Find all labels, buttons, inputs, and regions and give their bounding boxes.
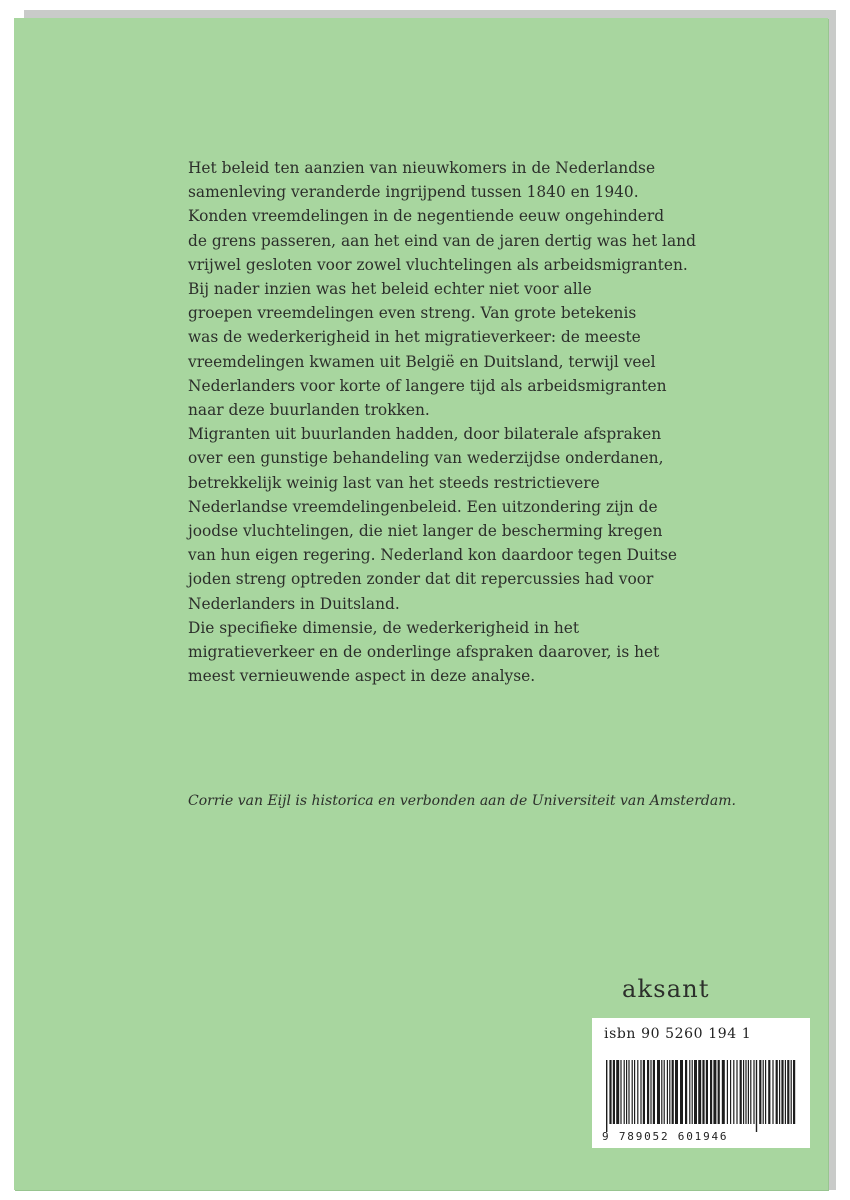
barcode-bar — [609, 1060, 611, 1124]
barcode-bar — [756, 1060, 757, 1132]
barcode-bar — [765, 1060, 766, 1124]
blurb-line: Nederlandse vreemdelingenbeleid. Een uitzondering zijn de — [188, 497, 658, 516]
barcode-bar — [643, 1060, 645, 1124]
blurb-line: de grens passeren, aan het eind van de jaren dertig was het land — [188, 231, 696, 250]
blurb-line: Migranten uit buurlanden hadden, door bilaterale afspraken — [188, 425, 662, 444]
barcode-bar — [793, 1060, 795, 1124]
barcode-bar — [680, 1060, 683, 1124]
barcode-bar — [710, 1060, 712, 1124]
barcode-bar — [702, 1060, 704, 1124]
isbn-label — [592, 1018, 810, 1148]
barcode-bar — [620, 1060, 621, 1124]
barcode-bar — [791, 1060, 792, 1124]
barcode-bar — [647, 1060, 649, 1124]
barcode-bar — [730, 1060, 731, 1124]
barcode-bar — [779, 1060, 780, 1124]
barcode-bar — [772, 1060, 773, 1124]
barcode-bar — [750, 1060, 751, 1124]
blurb-line: Die specifieke dimensie, de wederkerigheid in het — [188, 618, 580, 637]
barcode-bar — [694, 1060, 697, 1124]
blurb-line: betrekkelijk weinig last van het steeds restrictievere — [188, 473, 600, 492]
barcode-bar — [657, 1060, 660, 1124]
barcode-bar — [787, 1060, 789, 1124]
barcode-bar — [606, 1060, 607, 1132]
barcode-bar — [763, 1060, 764, 1124]
barcode-number: 9 789052 601946 — [602, 1130, 729, 1143]
barcode-bar — [718, 1060, 720, 1124]
blurb-line: groepen vreemdelingen even streng. Van grote betekenis — [188, 304, 637, 323]
barcode-bar — [634, 1060, 635, 1124]
barcode-bar — [616, 1060, 619, 1124]
blurb-text — [188, 156, 748, 688]
barcode-bar — [727, 1060, 728, 1124]
barcode-bar — [692, 1060, 693, 1124]
barcode-bar — [759, 1060, 761, 1124]
barcode-bar — [637, 1060, 638, 1124]
barcode-bar — [664, 1060, 665, 1124]
publisher-logo: aksant — [622, 975, 710, 1003]
barcode-bar — [672, 1060, 674, 1124]
barcode-bar — [743, 1060, 744, 1124]
barcode-bar — [685, 1060, 687, 1124]
blurb-line: samenleving veranderde ingrijpend tussen 1840 en 1940. — [188, 183, 639, 202]
barcode-bar — [650, 1060, 651, 1124]
barcode-bar — [661, 1060, 662, 1124]
blurb-line: Konden vreemdelingen in de negentiende eeuw ongehinderd — [188, 207, 665, 226]
barcode-bar — [745, 1060, 746, 1124]
blurb-line: migratieverkeer en de onderlinge afspraken daarover, is het — [188, 643, 660, 662]
barcode-bar — [689, 1060, 690, 1124]
barcode-bar — [613, 1060, 615, 1124]
author-note: Corrie van Eijl is historica en verbonden aan de Universiteit van Amsterdam. — [188, 793, 736, 809]
barcode-bar — [667, 1060, 668, 1124]
blurb-line: joden streng optreden zonder dat dit repercussies had voor — [188, 570, 654, 589]
barcode-bar — [653, 1060, 655, 1124]
barcode-bar — [713, 1060, 716, 1124]
barcode-bar — [624, 1060, 625, 1124]
barcode-bar — [776, 1060, 778, 1124]
blurb-line: Het beleid ten aanzien van nieuwkomers in de Nederlandse — [188, 159, 656, 177]
barcode-bar — [736, 1060, 737, 1124]
blurb-line: meest vernieuwende aspect in deze analyse. — [188, 667, 536, 686]
blurb-line: Nederlanders in Duitsland. — [188, 594, 400, 613]
barcode-bar — [706, 1060, 708, 1124]
barcode-bar — [753, 1060, 754, 1124]
barcode-bar — [781, 1060, 783, 1124]
blurb-line: Nederlanders voor korte of langere tijd als arbeidsmigranten — [188, 376, 667, 395]
barcode-bar — [768, 1060, 770, 1124]
barcode-bar — [626, 1060, 627, 1124]
blurb-line: vreemdelingen kwamen uit België en Duitsland, terwijl veel — [188, 352, 656, 371]
barcode-bar — [785, 1060, 786, 1124]
blurb-line: Bij nader inzien was het beleid echter niet voor alle — [188, 280, 592, 299]
barcode-bar — [628, 1060, 629, 1124]
barcode-bar — [740, 1060, 742, 1124]
blurb-line: joodse vluchtelingen, die niet langer de bescherming kregen — [188, 522, 663, 541]
blurb-line: van hun eigen regering. Nederland kon daardoor tegen Duitse — [188, 546, 678, 565]
isbn-number: isbn 90 5260 194 1 — [604, 1026, 752, 1042]
blurb-line: was de wederkerigheid in het migratieverkeer: de meeste — [188, 328, 641, 347]
blurb-line: naar deze buurlanden trokken. — [188, 401, 430, 420]
barcode-bar — [640, 1060, 641, 1124]
barcode-bar — [733, 1060, 734, 1124]
barcode-bar — [748, 1060, 749, 1124]
barcode-bar — [632, 1060, 633, 1124]
blurb-line: over een gunstige behandeling van wederzijdse onderdanen, — [188, 449, 664, 468]
barcode-bar — [698, 1060, 701, 1124]
barcode-bar — [722, 1060, 725, 1124]
barcode-icon — [602, 1060, 800, 1132]
barcode-bar — [669, 1060, 670, 1124]
barcode-bar — [675, 1060, 678, 1124]
blurb-line: vrijwel gesloten voor zowel vluchtelingen als arbeidsmigranten. — [188, 255, 688, 274]
